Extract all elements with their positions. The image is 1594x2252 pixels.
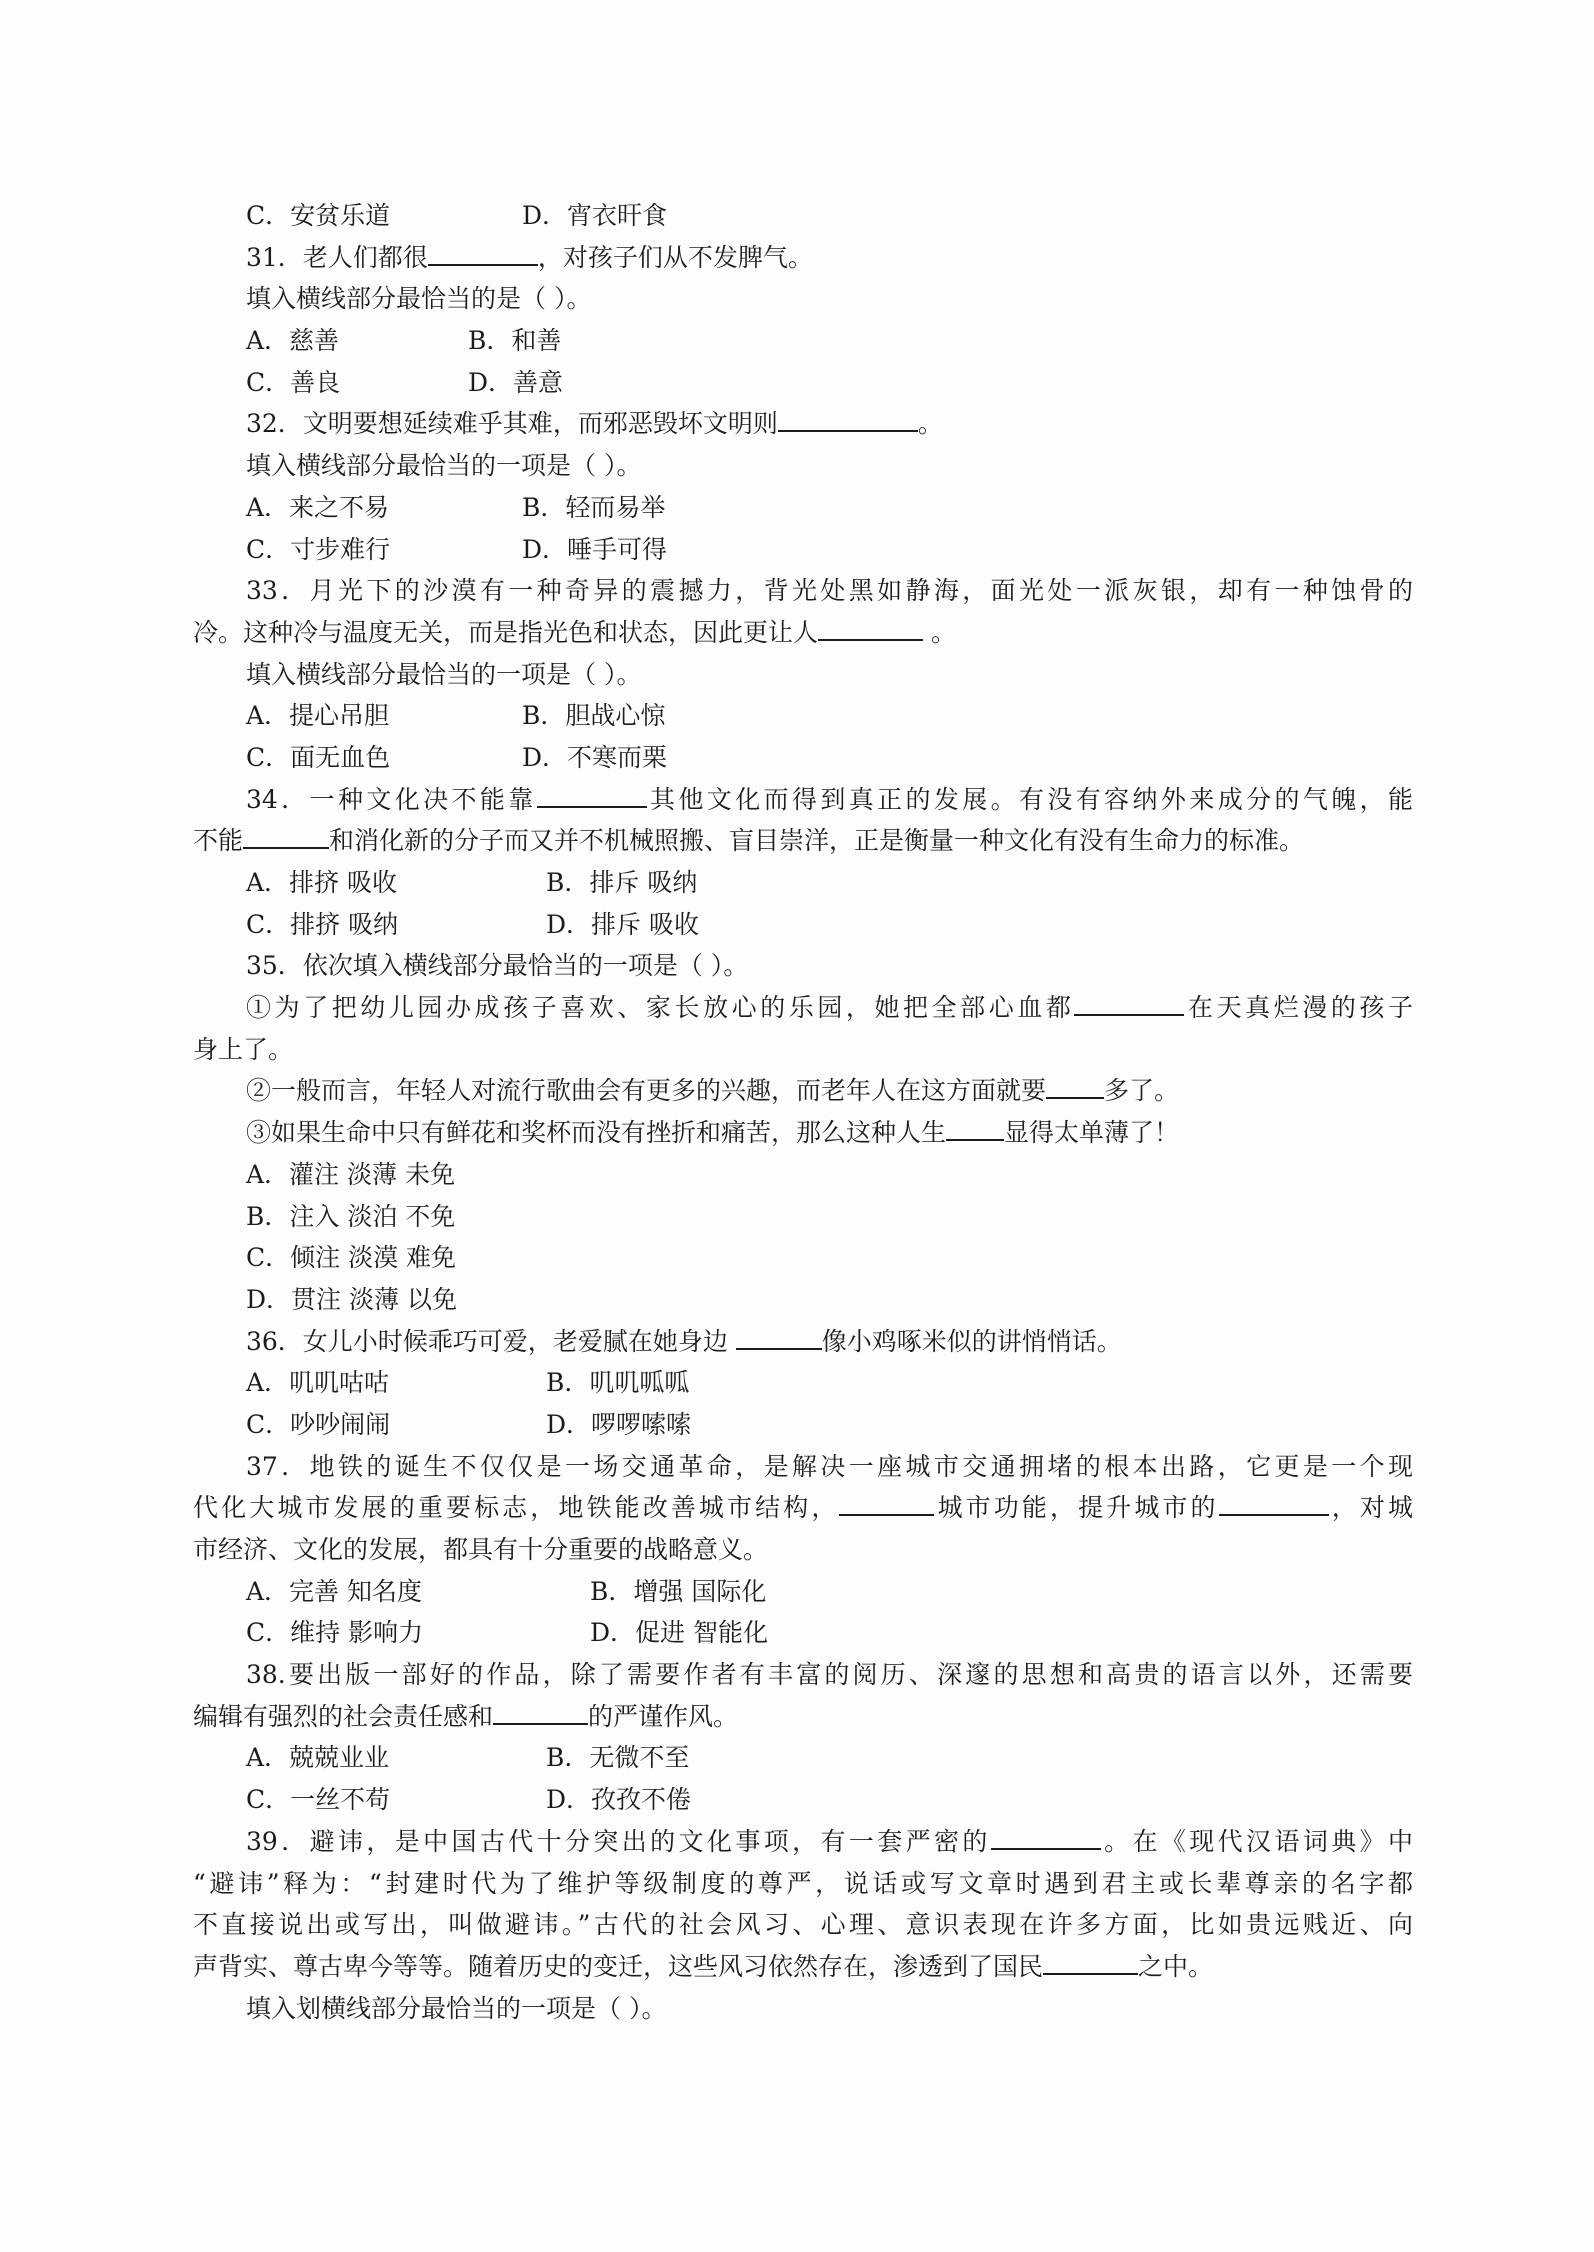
fill-blank: [243, 823, 329, 849]
option: D．宵衣旰食: [522, 201, 668, 230]
option: A．兢兢业业: [246, 1743, 390, 1773]
sentence-3: [193, 1112, 1413, 1154]
option-row: [193, 195, 1413, 237]
question-stem: 的严谨作风。: [588, 1701, 739, 1731]
option: C．面无血色: [246, 742, 391, 772]
option: B．胆战心惊: [522, 701, 666, 731]
option: C．倾注 淡漠 难免: [246, 1243, 457, 1273]
fill-blank: [1219, 1490, 1329, 1516]
sentence-1-cont: 身上了。: [193, 1034, 294, 1064]
option-row: [193, 320, 1413, 362]
sentence-1: [193, 987, 1413, 1029]
question-stem: 冷。这种冷与温度无关，而是指光色和状态，因此更让人: [193, 617, 819, 647]
option-row: [193, 1737, 1413, 1779]
question-38: 38.要出版一部好的作品，除了需要作者有丰富的阅历、深邃的思想和高贵的语言以外，还需要: [246, 1660, 1413, 1690]
fill-blank: [1074, 990, 1184, 1016]
option: C．安贫乐道: [246, 201, 391, 230]
option-row: [193, 1362, 1413, 1404]
question-stem: 31．老人们都很: [246, 242, 428, 272]
question-34-cont: [193, 820, 1413, 862]
question-37-cont: 市经济、文化的发展，都具有十分重要的战略意义。: [193, 1535, 769, 1564]
question-stem: 显得太单薄了！: [1004, 1118, 1180, 1148]
option: D．唾手可得: [522, 534, 668, 564]
option: C．吵吵闹闹: [246, 1409, 391, 1439]
question-stem: ①为了把幼儿园办成孩子喜欢、家长放心的乐园，她把全部心血都: [246, 993, 1075, 1023]
fill-blank: [818, 615, 923, 641]
question-stem: 像小鸡啄米似的讲悄悄话。: [821, 1326, 1122, 1356]
option: B．排斥 吸纳: [546, 868, 698, 897]
fill-blank: [428, 240, 538, 266]
option: A．慈善: [246, 326, 340, 356]
question-stem: 不能: [193, 826, 244, 856]
instruction: 填入横线部分最恰当的是（ ）。: [246, 284, 592, 314]
question-37: 37．地铁的诞生不仅仅是一场交通革命，是解决一座城市交通拥堵的根本出路，它更是一个现: [246, 1451, 1413, 1481]
option: B．注入 淡泊 不免: [246, 1201, 456, 1231]
option-row: [193, 1779, 1413, 1821]
question-text: [193, 195, 1413, 2029]
question-36: [193, 1321, 1413, 1363]
fill-blank: [493, 1699, 588, 1725]
question-stem: 32．文明要想延续难乎其难，而邪恶毁坏文明则: [246, 409, 778, 439]
option: A．叽叽咕咕: [246, 1368, 390, 1398]
question-39: [193, 1821, 1413, 1863]
question-stem: 其他文化而得到真正的发展。有没有容纳外来成分的气魄，能: [646, 784, 1414, 814]
option: A．来之不易: [246, 492, 390, 522]
option: B．增强 国际化: [590, 1576, 767, 1606]
question-35: 35．依次填入横线部分最恰当的一项是（ ）。: [246, 951, 749, 981]
question-stem: 代化大城市发展的重要标志，地铁能改善城市结构，: [193, 1493, 840, 1523]
option-row: [193, 1612, 1413, 1654]
question-stem: 。在《现代汉语词典》中: [1100, 1826, 1413, 1856]
option: A．提心吊胆: [246, 701, 390, 731]
question-39-cont: “避讳”释为：“封建时代为了维护等级制度的尊严，说话或写文章时遇到君主或长辈尊亲的名字都: [193, 1868, 1413, 1898]
question-33: 33．月光下的沙漠有一种奇异的震撼力，背光处黑如静海，面光处一派灰银，却有一种蚀骨的: [246, 576, 1413, 606]
sentence-2: [193, 1070, 1413, 1112]
option: B．和善: [468, 326, 562, 356]
option: B．叽叽呱呱: [546, 1368, 690, 1398]
option-row: [193, 529, 1413, 571]
option: A．排挤 吸收: [246, 868, 398, 897]
question-stem: 之中。: [1138, 1951, 1214, 1981]
option-row: [193, 695, 1413, 737]
question-stem: 。: [917, 409, 943, 439]
instruction: 填入横线部分最恰当的一项是（ ）。: [246, 451, 642, 481]
option-row: [193, 737, 1413, 779]
option: D．排斥 吸收: [546, 909, 699, 939]
question-32: [193, 403, 1413, 445]
question-stem: 编辑有强烈的社会责任感和: [193, 1701, 494, 1731]
fill-blank: [1046, 1073, 1104, 1099]
option: C．维持 影响力: [246, 1618, 424, 1648]
option: C．一丝不苟: [246, 1785, 391, 1815]
question-stem: 和消化新的分子而又并不机械照搬、盲目崇洋，正是衡量一种文化有没有生命力的标准。: [329, 826, 1305, 856]
fill-blank: [1043, 1949, 1138, 1975]
instruction: 填入横线部分最恰当的一项是（ ）。: [246, 659, 642, 689]
question-stem: 34．一种文化决不能靠: [246, 784, 537, 814]
question-31: [193, 237, 1413, 279]
option: D．不寒而栗: [522, 742, 668, 772]
question-33-cont: [193, 612, 1413, 654]
option: A．灌注 淡薄 未免: [246, 1159, 455, 1189]
question-38-cont: [193, 1696, 1413, 1738]
question-stem: 多了。: [1104, 1076, 1180, 1106]
option-row: [193, 487, 1413, 529]
fill-blank: [991, 1824, 1101, 1850]
option-row: [193, 904, 1413, 946]
option-row: [193, 862, 1413, 904]
question-stem: 36．女儿小时候乖巧可爱，老爱腻在她身边: [246, 1326, 736, 1356]
option: D．善意: [468, 367, 564, 397]
question-34: [193, 779, 1413, 821]
fill-blank: [946, 1115, 1004, 1141]
fill-blank: [778, 406, 918, 432]
fill-blank: [736, 1324, 822, 1350]
question-stem: ②一般而言，年轻人对流行歌曲会有更多的兴趣，而老年人在这方面就要: [246, 1076, 1047, 1106]
option: D．促进 智能化: [590, 1618, 768, 1648]
question-stem: 声背实、尊古卑今等等。随着历史的变迁，这些风习依然存在，渗透到了国民: [193, 1951, 1044, 1981]
option: B．无微不至: [546, 1743, 690, 1773]
question-stem: 在天真烂漫的孩子: [1184, 993, 1413, 1023]
instruction: 填入划横线部分最恰当的一项是（ ）。: [246, 1993, 667, 2023]
fill-blank: [537, 782, 647, 808]
question-stem: 。: [923, 617, 956, 647]
option-row: [193, 362, 1413, 404]
question-stem: ，对孩子们从不发脾气。: [537, 242, 813, 272]
option: D．孜孜不倦: [546, 1785, 692, 1815]
option: A．完善 知名度: [246, 1576, 423, 1606]
option: D．贯注 淡薄 以免: [246, 1284, 457, 1314]
question-stem: ，对城: [1328, 1493, 1413, 1523]
option-row: [193, 1571, 1413, 1613]
question-stem: ③如果生命中只有鲜花和奖杯而没有挫折和痛苦，那么这种人生: [246, 1118, 947, 1148]
option: D．啰啰嗦嗦: [546, 1409, 692, 1439]
question-stem: 39．避讳，是中国古代十分突出的文化事项，有一套严密的: [246, 1826, 991, 1856]
question-39-cont: 不直接说出或写出，叫做避讳。”古代的社会风习、心理、意识表现在许多方面，比如贵远贱近、向: [193, 1910, 1413, 1940]
option: B．轻而易举: [522, 492, 666, 522]
question-39-cont: [193, 1946, 1413, 1988]
question-37-cont: [193, 1487, 1413, 1529]
option: C．排挤 吸纳: [246, 909, 399, 939]
question-stem: 城市功能，提升城市的: [934, 1493, 1219, 1523]
option: C．善良: [246, 367, 341, 397]
option: C．寸步难行: [246, 534, 391, 564]
fill-blank: [839, 1490, 934, 1516]
option-row: [193, 1404, 1413, 1446]
